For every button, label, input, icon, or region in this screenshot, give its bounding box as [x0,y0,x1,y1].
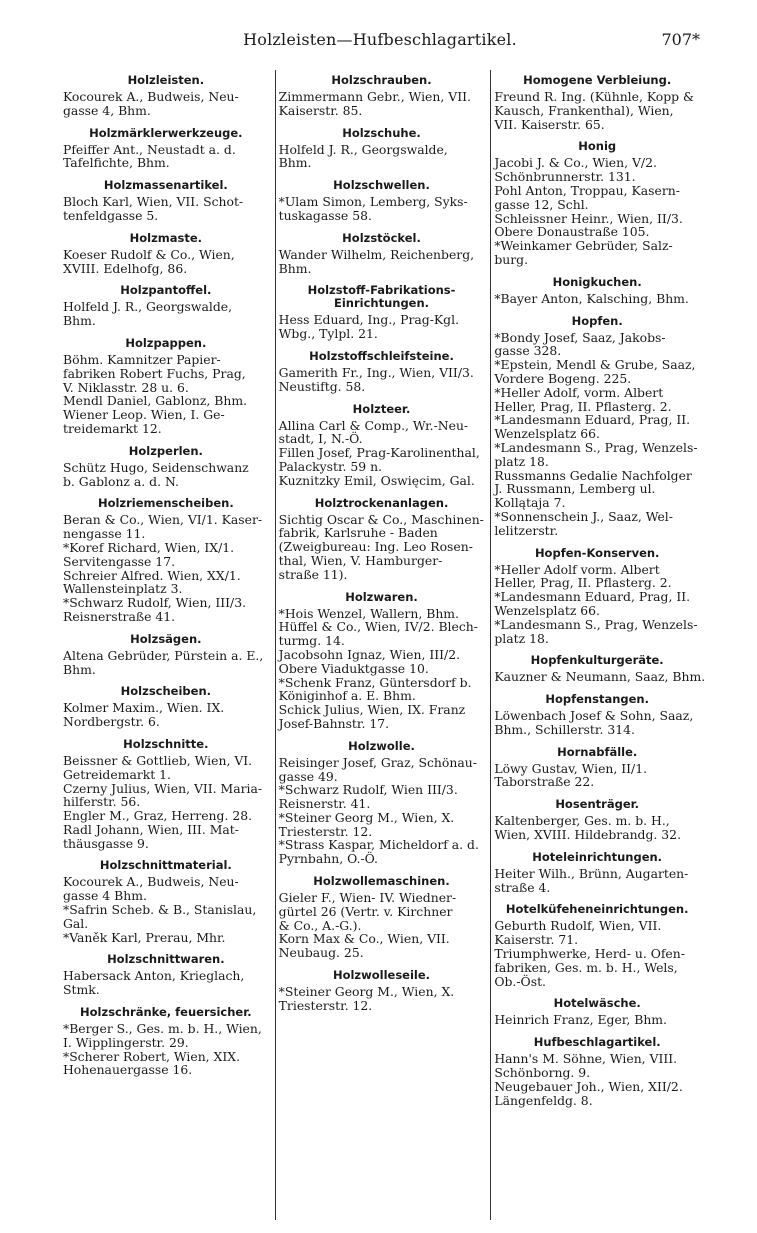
section-heading: Holzriemenscheiben. [97,496,234,511]
directory-entry-line: Russmanns Gedalie Nachfolger [494,467,692,483]
directory-entry-line: turmg. 14. [278,633,345,649]
directory-entry-line: Hess Eduard, Ing., Prag-Kgl. [278,312,460,328]
directory-entry-line: *Landesmann Eduard, Prag, II. [494,589,691,605]
directory-entry-line: Bhm. [63,313,96,329]
section-heading: Holzstoff-Fabrikations- Einrichtungen. [307,283,456,311]
directory-entry-line: Kauzner & Neumann, Saaz, Bhm. [494,669,706,685]
directory-entry-line: Böhm. Kamnitzer Papier- [63,351,221,367]
directory-entry-line: Reisinger Josef, Graz, Schönau- [278,754,477,770]
directory-entry-line: *Strass Kaspar, Micheldorf a. d. [278,837,479,853]
section-heading: Holzleisten. [127,73,205,87]
directory-entry-line: gasse 12, Schl. [494,196,589,212]
section-heading: Hoteleinrichtungen. [532,849,663,864]
directory-entry-line: *Heller Adolf vorm. Albert [494,561,660,577]
directory-entry-line: Gieler F., Wien- IV. Wiedner- [278,890,457,906]
directory-entry-line: Czerny Julius, Wien, VII. Maria- [63,780,263,796]
directory-entry-line: Pyrnbahn, O.-Ö. [278,851,378,867]
directory-entry-line: Löwy Gustav, Wien, II/1. [494,760,648,776]
directory-entry-line: *Weinkamer Gebrüder, Salz- [494,238,673,254]
section-heading: Holzschnittwaren. [107,952,225,967]
directory-entry-line: Tafelfichte, Bhm. [63,155,170,171]
section-heading: Holzwaren. [345,589,418,604]
directory-entry-line: Bloch Karl, Wien, VII. Schot- [63,194,244,210]
directory-entry-line: Schleissner Heinr., Wien, II/3. [494,210,683,226]
directory-entry-line: & Co., A.-G.). [278,917,362,933]
directory-entry-line: Heinrich Franz, Eger, Bhm. [494,1012,667,1028]
section-heading: Hornabfälle. [557,744,638,759]
directory-entry-line: Heller, Prag, II. Pflasterg. 2. [494,398,672,414]
directory-entry-line: lelitzerstr. [494,522,559,538]
directory-entry-line: *Bayer Anton, Kalsching, Bhm. [494,290,689,306]
directory-entry-line: stadt, I, N.-Ö. [278,431,363,447]
section-heading: Holzwolle. [348,738,415,753]
section-heading: Holzmaste. [129,230,203,245]
directory-entry-line: Hüffel & Co., Wien, IV/2. Blech- [278,619,478,635]
directory-entry-line: Kocourek A., Budweis, Neu- [63,874,239,890]
directory-entry-line: burg. [494,251,529,267]
directory-entry-line: Freund R. Ing. (Kühnle, Kopp & [494,89,695,104]
directory-entry-line: Beissner & Gottlieb, Wien, VI. [63,752,253,768]
directory-entry-line: Triesterstr. 12. [278,823,373,839]
directory-entry-line: Beran & Co., Wien, VI/1. Kaser- [63,512,263,528]
directory-entry-line: Pohl Anton, Troppau, Kasern- [494,182,680,198]
directory-entry-line: Kaltenberger, Ges. m. b. H., [494,813,670,829]
directory-entry-line: Kollątaja 7. [494,495,566,511]
section-heading: Holzsägen. [130,631,202,646]
section-heading: Hosenträger. [555,797,640,812]
column-right [490,70,706,1220]
section-heading: Holzschnitte. [123,736,209,751]
directory-entry-line: thal, Wien, V. Hamburger- [278,552,443,568]
directory-entry-line: V. Niklasstr. 28 u. 6. [63,379,189,395]
section-heading: Holzscheiben. [120,684,211,699]
directory-entry-line: Wbg., Tylpl. 21. [278,326,378,342]
section-heading: Holzstoffschleifsteine. [309,348,454,363]
directory-entry-line: *Heller Adolf, vorm. Albert [494,384,664,400]
section-heading: Hopfenkulturgeräte. [530,653,664,668]
section-heading: Holzstöckel. [342,230,421,245]
directory-entry-line: thäusgasse 9. [63,835,149,851]
directory-entry-line: Geburth Rudolf, Wien, VII. [494,918,662,934]
directory-entry-line: Getreidemarkt 1. [63,766,172,782]
directory-entry-line: hilferstr. 56. [63,794,141,810]
section-heading: Holzschrauben. [331,73,432,87]
directory-entry-line: straße 4. [494,879,551,895]
directory-entry-line: tuskagasse 58. [278,207,372,223]
directory-entry-line: Stmk. [63,982,100,998]
section-heading: Holztrockenanlagen. [314,495,449,510]
directory-entry-line: Schütz Hugo, Seidenschwanz [63,459,249,475]
directory-entry-line: Kausch, Frankenthal), Wien, [494,102,674,118]
directory-entry-line: *Schwarz Rudolf, Wien III/3. [278,782,458,798]
section-heading: Holzschwellen. [333,178,430,193]
directory-entry-line: gürtel 26 (Vertr. v. Kirchner [278,903,453,919]
directory-entry-line: I. Wipplingerstr. 29. [63,1034,189,1050]
directory-entry-line: *Epstein, Mendl & Grube, Saaz, [494,357,696,373]
directory-entry-line: Kuznitzky Emil, Oswięcim, Gal. [278,472,475,488]
section-heading: Holzpappen. [125,335,207,350]
section-heading: Hotelküfeheneinrichtungen. [505,902,689,917]
directory-entry-line: Gamerith Fr., Ing., Wien, VII/3. [278,364,474,380]
directory-entry-line: Fillen Josef, Prag-Karolinenthal, [278,445,480,461]
directory-entry-line: gasse 49. [278,768,338,784]
section-heading: Holzmassenartikel. [103,178,228,193]
directory-entry-line: *Berger S., Ges. m. b. H., Wien, [63,1021,262,1037]
directory-entry-line: Schick Julius, Wien, IX. Franz [278,702,466,718]
section-heading: Holzteer. [352,401,411,416]
directory-entry-line: fabrik, Karlsruhe - Baden [278,525,438,541]
directory-entry-line: Obere Donaustraße 105. [494,224,650,240]
directory-entry-line: Holfeld J. R., Georgswalde, [278,141,448,157]
running-title: Holzleisten—Hufbeschlagartikel. [243,30,517,49]
directory-entry-line: Pfeiffer Ant., Neustadt a. d. [63,141,236,157]
directory-entry-line: Obere Viaduktgasse 10. [278,660,429,676]
directory-entry-line: *Koref Richard, Wien, IX/1. [63,539,235,555]
directory-entry-line: (Zweigbureau: Ing. Leo Rosen- [278,539,473,555]
directory-entry-line: *Schenk Franz, Güntersdorf b. [278,674,472,690]
directory-entry-line: *Landesmann S., Prag, Wenzels- [494,616,698,632]
directory-entry-line: *Bondy Josef, Saaz, Jakobs- [494,329,666,345]
directory-entry-line: Neustiftg. 58. [278,378,366,394]
directory-entry-line: Schönbrunnerstr. 131. [494,169,636,185]
section-heading: Honigkuchen. [552,274,642,289]
section-heading: Hopfen-Konserven. [534,545,660,560]
directory-entry-line: nengasse 11. [63,526,146,542]
section-heading: Holzwolleseile. [332,968,431,983]
section-heading: Hotelwäsche. [553,996,641,1011]
directory-entry-line: Triesterstr. 12. [278,997,373,1013]
page-number: 707* [661,30,700,49]
directory-entry-line: Palackystr. 59 n. [278,458,383,474]
directory-entry-line: Ob.-Öst. [494,973,546,989]
directory-entry-line: Gal. [63,915,89,931]
directory-entry-line: Wenzelsplatz 66. [494,426,600,442]
directory-entry-line: Reisnerstraße 41. [63,608,176,624]
directory-entry-line: Löwenbach Josef & Sohn, Saaz, [494,708,694,724]
directory-entry-line: Josef-Bahnstr. 17. [278,715,390,731]
directory-entry-line: *Steiner Georg M., Wien, X. [278,984,455,1000]
directory-entry-line: Sichtig Oscar & Co., Maschinen- [278,511,484,527]
directory-entry-line: J. Russmann, Lemberg ul. [494,481,656,497]
directory-entry-line: Hann's M. Söhne, Wien, VIII. [494,1051,678,1067]
directory-entry-line: Vordere Bogeng. 225. [494,370,632,386]
section-heading: Holzschnittmaterial. [99,858,232,873]
section-heading: Honig [578,139,617,154]
directory-entry-line: *Steiner Georg M., Wien, X. [278,809,455,825]
directory-entry-line: b. Gablonz a. d. N. [63,473,179,489]
directory-entry-line: Wien, XVIII. Hildebrandg. 32. [494,827,682,843]
directory-entry-line: Servitengasse 17. [63,553,176,569]
directory-entry-line: Taborstraße 22. [494,774,595,790]
section-heading: Hopfenstangen. [545,692,649,707]
directory-entry-line: Holfeld J. R., Georgswalde, [63,299,233,315]
directory-entry-line: fabriken, Ges. m. b. H., Wels, [494,959,678,975]
section-heading: Homogene Verbleiung. [523,73,672,87]
directory-entry-line: *Hois Wenzel, Wallern, Bhm. [278,605,459,621]
directory-columns [60,70,706,1220]
directory-entry-line: gasse 328. [494,343,562,359]
directory-entry-line: Hohenauergasse 16. [63,1062,193,1078]
directory-entry-line: Schönborng. 9. [494,1065,591,1081]
directory-entry-line: *Safrin Scheb. & B., Stanislau, [63,902,257,918]
directory-entry-line: Jacobsohn Ignaz, Wien, III/2. [278,646,461,662]
directory-entry-line: Längenfeldg. 8. [494,1092,593,1108]
directory-entry-line: *Landesmann Eduard, Prag, II. [494,412,691,428]
directory-entry-line: VII. Kaiserstr. 65. [494,116,605,132]
directory-entry-line: Radl Johann, Wien, III. Mat- [63,821,239,837]
section-heading: Holzperlen. [128,443,203,458]
directory-entry-line: *Sonnenschein J., Saaz, Wel- [494,508,673,524]
directory-entry-line: tenfeldgasse 5. [63,207,159,223]
directory-entry-line: Koeser Rudolf & Co., Wien, [63,246,235,262]
directory-entry-line: fabriken Robert Fuchs, Prag, [63,365,246,381]
directory-entry-line: Jacobi J. & Co., Wien, V/2. [494,155,657,171]
directory-entry-line: Kaiserstr. 85. [278,102,363,118]
section-heading: Holzmärklerwerkzeuge. [89,125,243,140]
directory-entry-line: Schreier Alfred. Wien, XX/1. [63,567,241,583]
directory-entry-line: Bhm. [278,155,312,171]
directory-entry-line: *Schwarz Rudolf, Wien, III/3. [63,595,247,611]
directory-entry-line: Wallensteinplatz 3. [63,581,183,597]
directory-entry-line: gasse 4, Bhm. [63,102,151,118]
directory-entry-line: *Ulam Simon, Lemberg, Syks- [278,194,468,210]
directory-entry-line: Königinhof a. E. Bhm. [278,688,416,704]
directory-entry-line: Allina Carl & Comp., Wr.-Neu- [278,417,469,433]
directory-entry-line: Kaiserstr. 71. [494,932,579,948]
directory-entry-line: Habersack Anton, Krieglach, [63,968,245,984]
directory-entry-line: *Scherer Robert, Wien, XIX. [63,1048,241,1064]
directory-entry-line: gasse 4 Bhm. [63,888,147,904]
directory-entry-line: *Vaněk Karl, Prerau, Mhr. [63,929,226,945]
directory-entry-line: straße 11). [278,566,348,582]
directory-entry-line: Engler M., Graz, Herreng. 28. [63,808,253,824]
directory-entry-line: Korn Max & Co., Wien, VII. [278,931,450,947]
directory-entry-line: Zimmermann Gebr., Wien, VII. [278,89,471,104]
directory-entry-line: Triumphwerke, Herd- u. Ofen- [494,946,685,962]
directory-entry-line: Reisnerstr. 41. [278,796,371,812]
directory-entry-line: Kolmer Maxim., Wien. IX. [63,700,225,716]
directory-entry-line: Wenzelsplatz 66. [494,602,600,618]
page-header [60,30,700,54]
directory-entry-line: Bhm., Schillerstr. 314. [494,721,635,737]
directory-entry-line: Neubaug. 25. [278,945,364,961]
directory-entry-line: platz 18. [494,630,549,646]
directory-entry-line: Heller, Prag, II. Pflasterg. 2. [494,575,672,591]
directory-entry-line: Wander Wilhelm, Reichenberg, [278,246,475,262]
directory-entry-line: XVIII. Edelhofg, 86. [63,260,188,276]
directory-entry-line: Altena Gebrüder, Pürstein a. E., [63,647,264,663]
column-middle [275,70,491,1220]
directory-entry-line: Neugebauer Joh., Wien, XII/2. [494,1078,683,1094]
section-heading: Hufbeschlagartikel. [533,1035,661,1050]
directory-entry-line: Kocourek A., Budweis, Neu- [63,89,239,104]
section-heading: Holzschränke, feuersicher. [80,1005,252,1020]
section-heading: Holzschuhe. [342,125,421,140]
directory-entry-line: Bhm. [278,260,312,276]
directory-entry-line: treidemarkt 12. [63,420,162,436]
directory-entry-line: Wiener Leop. Wien, I. Ge- [63,407,225,423]
section-heading: Holzpantoffel. [120,283,212,298]
section-heading: Hopfen. [571,313,623,328]
directory-entry-line: Mendl Daniel, Gablonz, Bhm. [63,393,248,409]
directory-entry-line: Nordbergstr. 6. [63,714,160,730]
section-heading: Holzwollemaschinen. [313,874,450,889]
directory-entry-line: *Landesmann S., Prag, Wenzels- [494,439,698,455]
column-left [60,70,275,1220]
directory-entry-line: Bhm. [63,661,96,677]
directory-entry-line: platz 18. [494,453,549,469]
directory-entry-line: Heiter Wilh., Brünn, Augarten- [494,865,689,881]
